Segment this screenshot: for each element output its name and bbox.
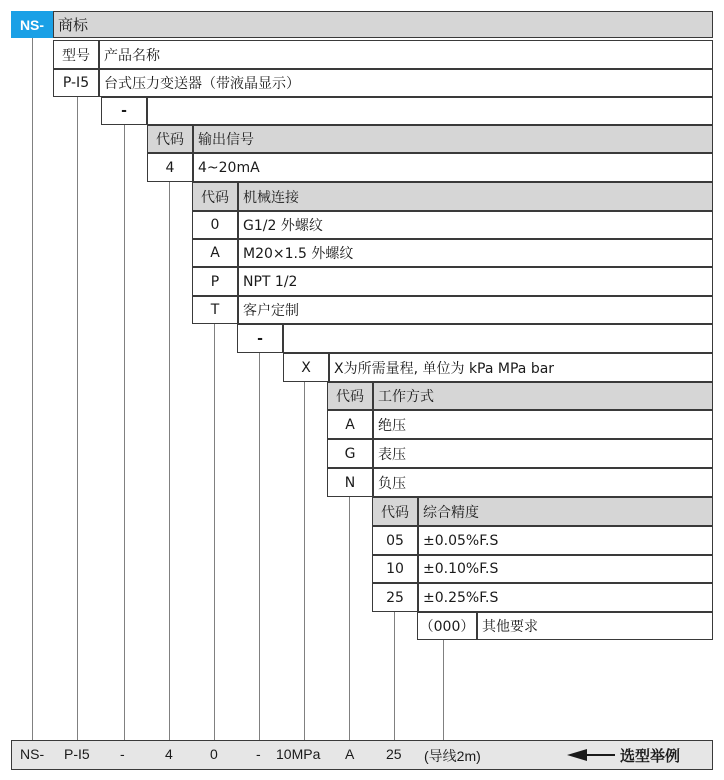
connection-option-label: G1/2 外螺纹 (238, 211, 713, 239)
example-part: 4 (165, 746, 173, 762)
connection-option-label: 客户定制 (238, 296, 713, 324)
connection-option-code: A (192, 239, 238, 267)
example-part: - (120, 746, 125, 762)
connector-line (214, 324, 215, 740)
example-part: 10MPa (276, 746, 321, 762)
output-value: 4~20mA (193, 153, 713, 182)
connection-code-header: 代码 (192, 182, 238, 211)
connector-line (304, 382, 305, 740)
output-title: 输出信号 (193, 125, 713, 153)
mode-title: 工作方式 (373, 382, 713, 410)
connector-line (349, 497, 350, 740)
example-part: 25 (386, 746, 402, 762)
separator-dash: - (101, 97, 147, 125)
connection-option-code: T (192, 296, 238, 324)
brand-code-badge: NS- (11, 11, 53, 38)
example-part: P-I5 (64, 746, 90, 762)
accuracy-option-label: ±0.25%F.S (418, 583, 713, 612)
model-header-desc: 产品名称 (99, 40, 713, 69)
model-header: 型号 (53, 40, 99, 69)
example-part: NS- (20, 746, 45, 762)
accuracy-option-code: 10 (372, 555, 418, 583)
mode-code-header: 代码 (327, 382, 373, 410)
accuracy-code-header: 代码 (372, 497, 418, 526)
mode-option-code: G (327, 439, 373, 468)
accuracy-option-code: 25 (372, 583, 418, 612)
connection-option-code: 0 (192, 211, 238, 239)
connection-title: 机械连接 (238, 182, 713, 211)
other-code: （000） (417, 612, 477, 640)
connection-option-label: M20×1.5 外螺纹 (238, 239, 713, 267)
accuracy-option-label: ±0.10%F.S (418, 555, 713, 583)
connector-line (169, 182, 170, 740)
left-arrow-icon (567, 749, 587, 761)
mode-option-label: 表压 (373, 439, 713, 468)
brand-label: 商标 (53, 11, 713, 38)
model-code: P-I5 (53, 69, 99, 97)
connection-option-code: P (192, 267, 238, 296)
mode-option-label: 负压 (373, 468, 713, 497)
connector-line (77, 97, 78, 740)
example-part: A (345, 746, 355, 762)
separator-dash: - (237, 324, 283, 353)
output-code-header: 代码 (147, 125, 193, 153)
example-part: (导线2m) (424, 748, 481, 764)
model-name: 台式压力变送器（带液晶显示） (99, 69, 713, 97)
mode-option-code: N (327, 468, 373, 497)
mode-option-code: A (327, 410, 373, 439)
left-arrow-icon (587, 754, 615, 756)
range-code: X (283, 353, 329, 382)
connector-line (32, 38, 33, 740)
example-part: - (256, 746, 261, 762)
range-desc: X为所需量程, 单位为 kPa MPa bar (329, 353, 713, 382)
other-label: 其他要求 (477, 612, 713, 640)
separator-row (283, 324, 713, 353)
connector-line (124, 125, 125, 740)
separator-row (147, 97, 713, 125)
accuracy-option-code: 05 (372, 526, 418, 555)
connector-line (259, 353, 260, 740)
output-code: 4 (147, 153, 193, 182)
mode-option-label: 绝压 (373, 410, 713, 439)
accuracy-title: 综合精度 (418, 497, 713, 526)
example-part: 0 (210, 746, 218, 762)
connection-option-label: NPT 1/2 (238, 267, 713, 296)
connector-line (443, 640, 444, 740)
example-label: 选型举例 (620, 747, 681, 765)
connector-line (394, 612, 395, 740)
accuracy-option-label: ±0.05%F.S (418, 526, 713, 555)
